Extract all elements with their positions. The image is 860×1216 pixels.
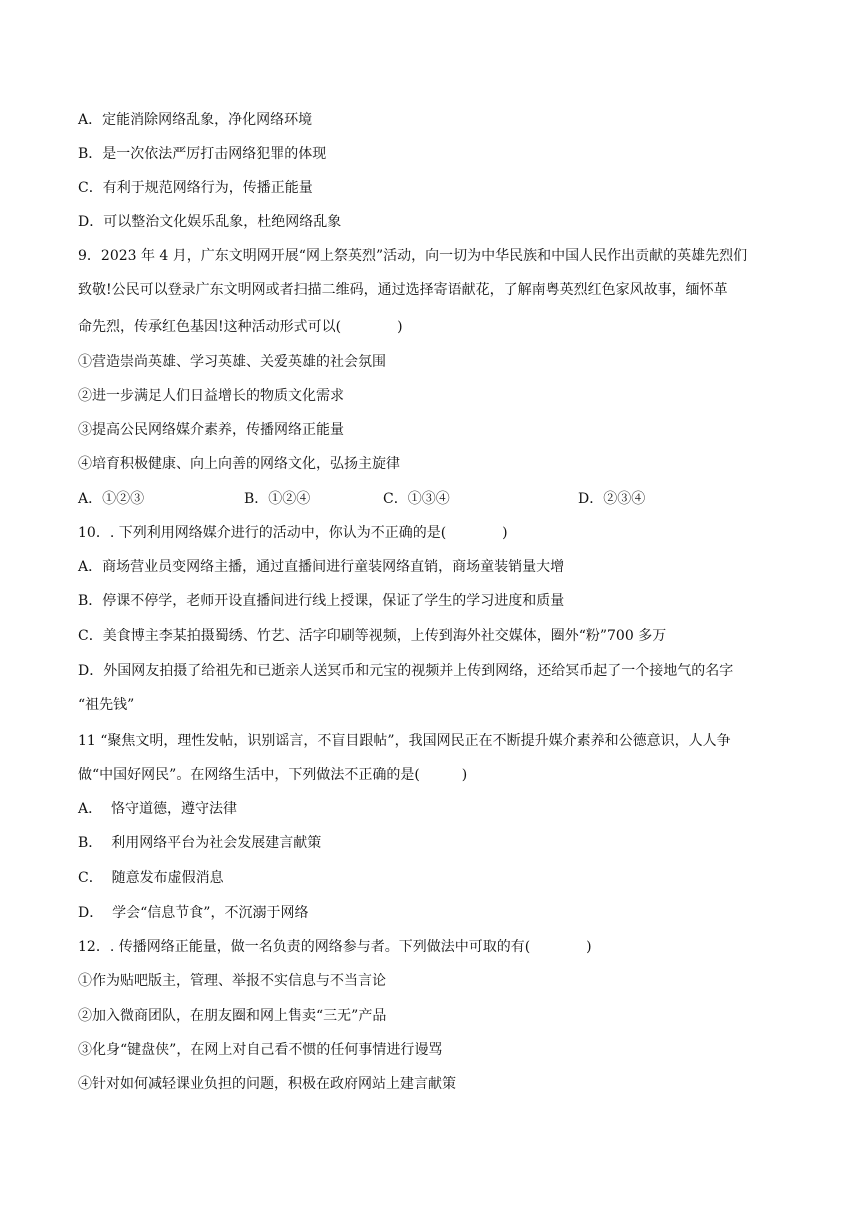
q9-option-c: C．①③④ xyxy=(383,491,450,507)
q10-option-b: B．停课不停学，老师开设直播间进行线上授课，保证了学生的学习进度和质量 xyxy=(78,593,565,609)
q12-statement-1: ①作为贴吧版主，管理、举报不实信息与不当言论 xyxy=(78,973,386,989)
q11-option-a: A． 恪守道德，遵守法律 xyxy=(78,801,238,817)
q11-stem-line-1: 11 “聚焦文明，理性发帖，识别谣言，不盲目跟帖”，我国网民正在不断提升媒介素养和公德意识，人人争 xyxy=(78,733,731,749)
q8-option-a: A．定能消除网络乱象，净化网络环境 xyxy=(78,112,313,128)
q12-statement-3: ③化身“键盘侠”，在网上对自己看不惯的任何事情进行谩骂 xyxy=(78,1042,443,1058)
q9-statement-2: ②进一步满足人们日益增长的物质文化需求 xyxy=(78,388,344,404)
q8-option-d: D．可以整治文化娱乐乱象，杜绝网络乱象 xyxy=(78,214,342,230)
q10-option-d-line-1: D．外国网友拍摄了给祖先和已逝亲人送冥币和元宝的视频并上传到网络，还给冥币起了一个接地气的名字 xyxy=(78,663,734,679)
q12-statement-4: ④针对如何减轻课业负担的问题，积极在政府网站上建言献策 xyxy=(78,1076,456,1092)
q9-option-b: B．①②④ xyxy=(244,491,311,507)
q9-option-d: D．②③④ xyxy=(578,491,646,507)
q8-option-b: B．是一次依法严厉打击网络犯罪的体现 xyxy=(78,146,327,162)
q11-option-d: D． 学会“信息节食”，不沉溺于网络 xyxy=(78,905,309,921)
q9-stem-line-3: 命先烈，传承红色基因!这种活动形式可以( ) xyxy=(78,319,403,335)
q10-option-c: C．美食博主李某拍摄蜀绣、竹艺、活字印刷等视频，上传到海外社交媒体，圈外“粉”700 多万 xyxy=(78,628,667,644)
q9-option-a: A．①②③ xyxy=(78,491,145,507)
q10-option-d-line-2: “祖先钱” xyxy=(78,697,135,713)
q11-option-b: B． 利用网络平台为社会发展建言献策 xyxy=(78,835,322,851)
q9-statement-1: ①营造崇尚英雄、学习英雄、关爱英雄的社会氛围 xyxy=(78,354,386,370)
q9-options xyxy=(78,490,778,508)
q9-stem-line-2: 致敬!公民可以登录广东文明网或者扫描二维码，通过选择寄语献花，了解南粤英烈红色家风故事，缅怀革 xyxy=(78,282,728,298)
q8-option-c: C．有利于规范网络行为，传播正能量 xyxy=(78,180,313,196)
q9-statement-4: ④培育积极健康、向上向善的网络文化，弘扬主旋律 xyxy=(78,456,400,472)
q10-option-a: A．商场营业员变网络主播，通过直播间进行童装网络直销，商场童装销量大增 xyxy=(78,559,565,575)
q11-option-c: C． 随意发布虚假消息 xyxy=(78,870,224,886)
q10-stem: 10．. 下列利用网络媒介进行的活动中，你认为不正确的是( ) xyxy=(78,525,508,541)
q9-stem-line-1: 9．2023 年 4 月，广东文明网开展“网上祭英烈”活动，向一切为中华民族和中国人民作出贡献的英雄先烈们 xyxy=(78,248,748,264)
q9-statement-3: ③提高公民网络媒介素养，传播网络正能量 xyxy=(78,422,344,438)
q12-stem: 12．. 传播网络正能量，做一名负责的网络参与者。下列做法中可取的有( ) xyxy=(78,939,592,955)
q11-stem-line-2: 做“中国好网民”。在网络生活中，下列做法不正确的是( ) xyxy=(78,767,468,783)
q12-statement-2: ②加入微商团队，在朋友圈和网上售卖“三无”产品 xyxy=(78,1008,387,1024)
